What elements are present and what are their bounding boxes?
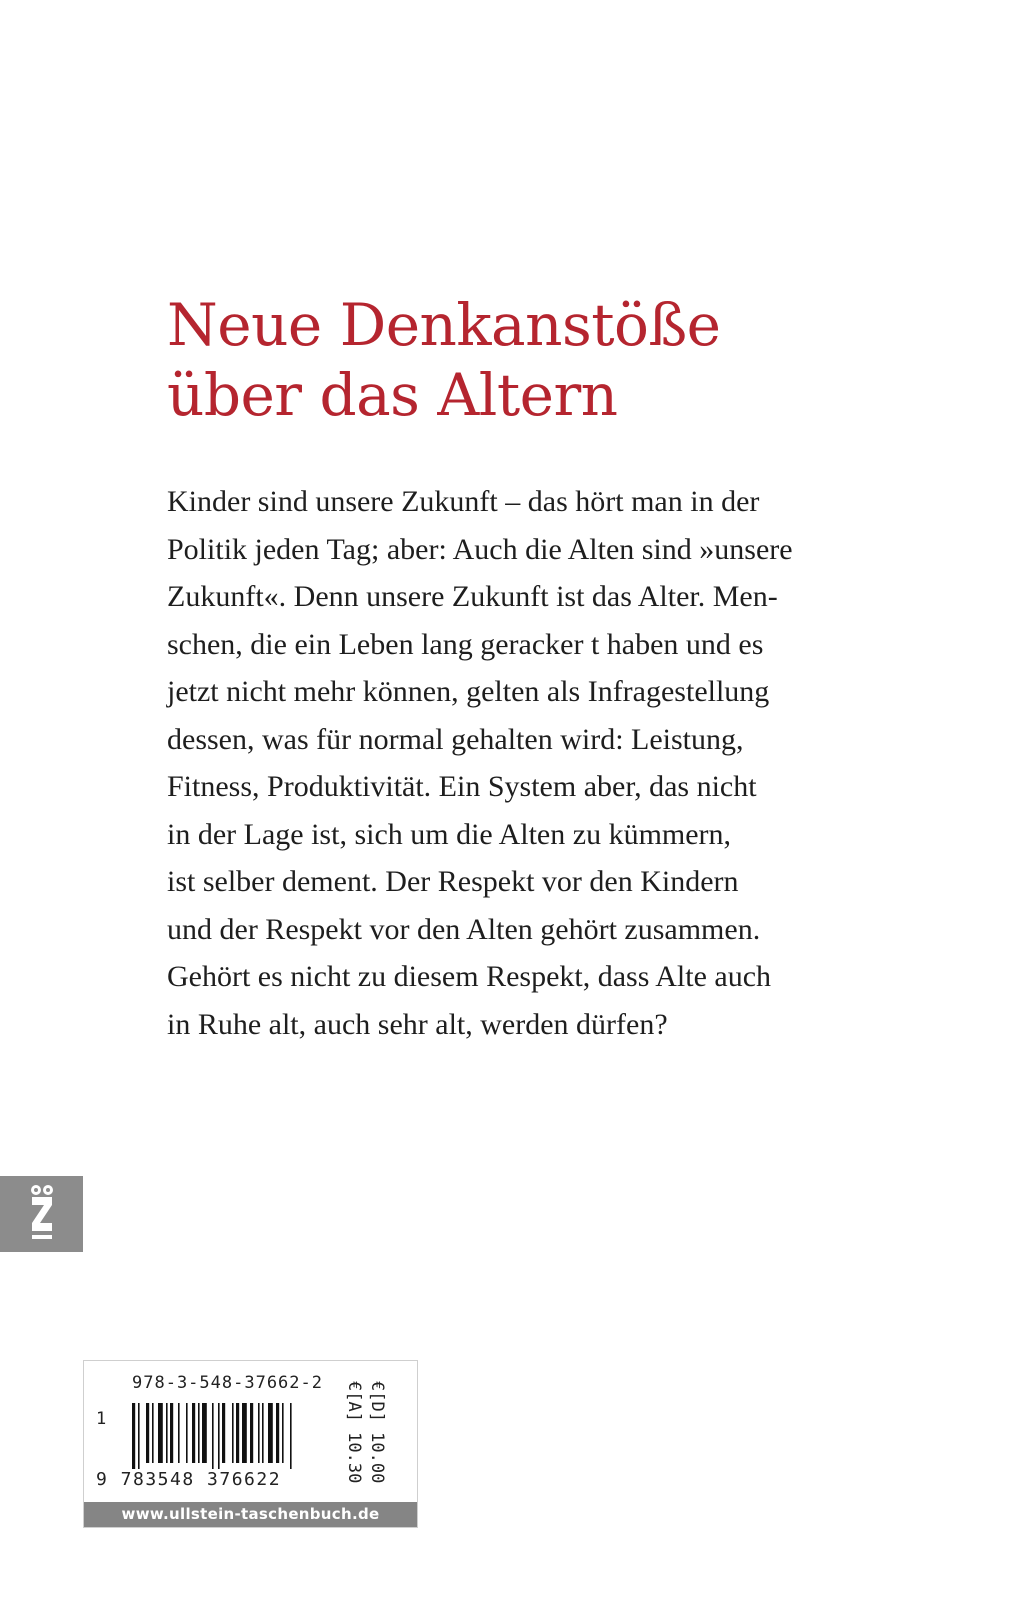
isbn-text: 978-3-548-37662-2 bbox=[132, 1373, 323, 1393]
ean-lead-digit: 1 bbox=[96, 1409, 107, 1429]
blurb-text bbox=[167, 478, 947, 1048]
blurb-line: Zukunft«. Denn unsere Zukunft ist das Alter. Men- bbox=[167, 580, 778, 613]
publisher-logo bbox=[0, 1176, 83, 1252]
blurb-line: und der Respekt vor den Alten gehört zusammen. bbox=[167, 912, 761, 946]
blurb-line: jetzt nicht mehr können, gelten als Infragestellung bbox=[167, 675, 770, 708]
headline bbox=[167, 290, 721, 430]
barcode-bars bbox=[130, 1403, 330, 1469]
price-austria-text: €[A] 10.30 bbox=[344, 1381, 364, 1484]
barcode-box bbox=[83, 1360, 418, 1528]
blurb-line: in Ruhe alt, auch sehr alt, werden dürfen? bbox=[167, 1007, 668, 1041]
blurb-line: Gehört es nicht zu diesem Respekt, dass Alte auch bbox=[167, 960, 772, 993]
headline-line-1: Neue Denkanstöße bbox=[167, 291, 721, 359]
headline-line-2: über das Altern bbox=[167, 361, 618, 429]
blurb-line: Kinder sind unsere Zukunft – das hört man in der bbox=[167, 485, 760, 518]
publisher-url: www.ullstein-taschenbuch.de bbox=[84, 1502, 417, 1527]
blurb-line: Fitness, Produktivität. Ein System aber, das nicht bbox=[167, 770, 757, 803]
price-germany bbox=[367, 1381, 389, 1501]
blurb-line: dessen, was für normal gehalten wird: Leistung, bbox=[167, 722, 744, 756]
blurb-line: Politik jeden Tag; aber: Auch die Alten sind »unsere bbox=[167, 532, 793, 566]
price-austria bbox=[344, 1381, 366, 1501]
blurb-line: ist selber dement. Der Respekt vor den Kindern bbox=[167, 865, 739, 898]
price-germany-text: €[D] 10.00 bbox=[367, 1381, 387, 1484]
ean-digits: 9 783548 376622 bbox=[96, 1469, 282, 1490]
ullstein-owl-icon bbox=[28, 1183, 56, 1245]
blurb-line: in der Lage ist, sich um die Alten zu kümmern, bbox=[167, 817, 732, 851]
blurb-line: schen, die ein Leben lang geracker t haben und es bbox=[167, 627, 764, 661]
